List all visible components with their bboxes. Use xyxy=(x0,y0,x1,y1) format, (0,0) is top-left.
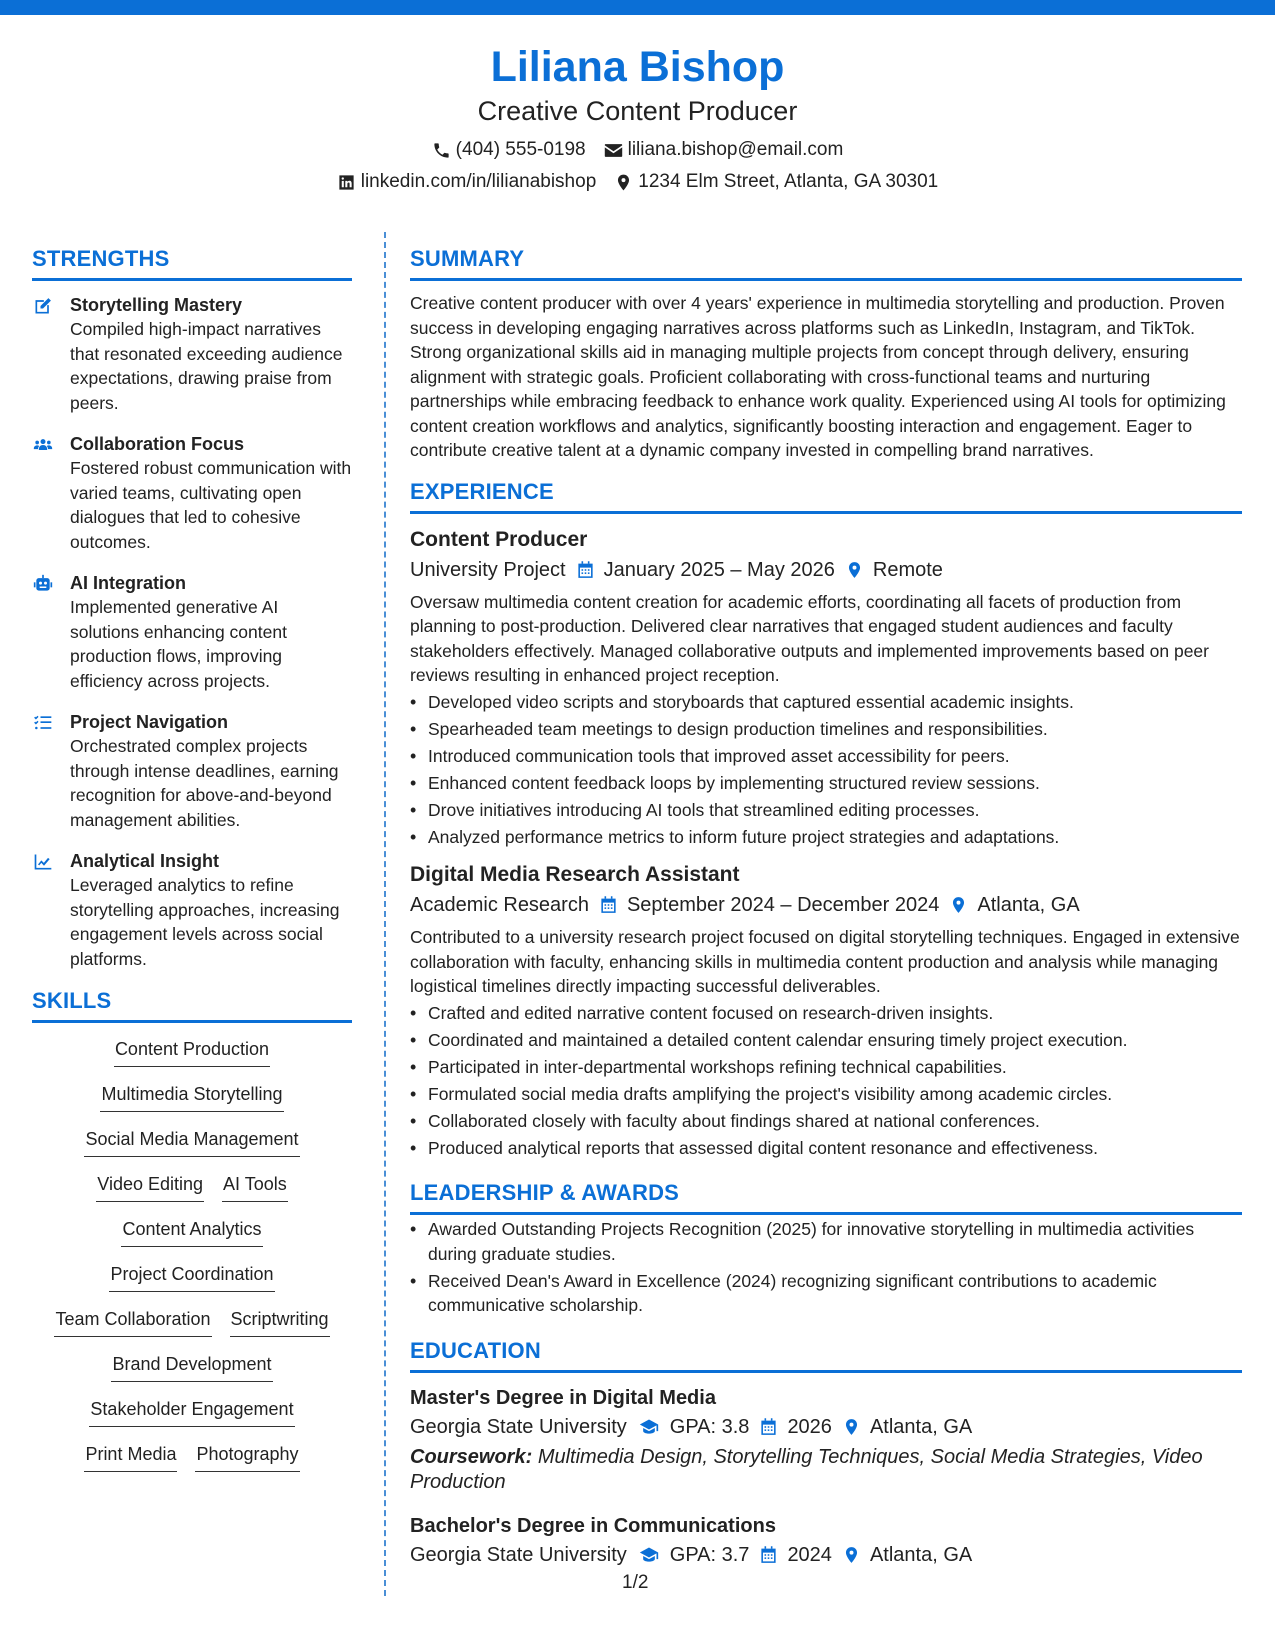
phone-contact[interactable] xyxy=(432,138,586,162)
skill-tag: AI Tools xyxy=(222,1172,288,1202)
list-check-icon xyxy=(32,713,54,733)
list-item: • Awarded Outstanding Projects Recognition (2025) for innovative storytelling in multimedia activities during graduate studies. xyxy=(410,1217,1242,1266)
education-entry xyxy=(410,1513,1242,1569)
education-entry xyxy=(410,1385,1242,1495)
job-meta xyxy=(410,556,1242,584)
degree-title: Master's Degree in Digital Media xyxy=(410,1386,716,1409)
email-contact[interactable] xyxy=(604,138,844,162)
graduation-cap-icon xyxy=(637,1417,661,1437)
job-description: Oversaw multimedia content creation for academic efforts, coordinating all facets of production from planning to post-production. Delivered clear narratives that engaged student audiences and faculty stakeholders effectively. Managed collaborative outputs and implemented improvements based on peer reviews resulting in enhanced project reception. xyxy=(410,591,1209,685)
list-item: • Spearheaded team meetings to design production timelines and responsibilities. xyxy=(410,717,1242,742)
strength-item xyxy=(32,432,352,554)
phone-text: (404) 555-0198 xyxy=(455,139,586,160)
job-org: Academic Research xyxy=(410,894,589,916)
strength-title: AI Integration xyxy=(70,573,186,593)
users-icon xyxy=(32,435,54,455)
school-name: Georgia State University xyxy=(410,1543,627,1566)
skill-tag: Video Editing xyxy=(96,1172,204,1202)
strength-desc: Compiled high-impact narratives that resonated exceeding audience expectations, drawing praise from peers. xyxy=(70,319,343,413)
list-item: • Received Dean's Award in Excellence (2024) recognizing significant contributions to academic communicative scholarship. xyxy=(410,1269,1242,1318)
skill-tag: Print Media xyxy=(84,1442,177,1472)
envelope-icon xyxy=(604,141,623,160)
calendar-icon xyxy=(759,1545,778,1565)
contact-row-2 xyxy=(0,170,1275,194)
candidate-title: Creative Content Producer xyxy=(477,96,798,126)
school-location: Atlanta, GA xyxy=(869,1415,973,1438)
phone-icon xyxy=(432,141,451,160)
list-item: • Coordinated and maintained a detailed content calendar ensuring timely project execution. xyxy=(410,1028,1242,1053)
strength-title: Project Navigation xyxy=(70,712,229,732)
skills-list xyxy=(32,1037,352,1487)
graduation-year: 2024 xyxy=(787,1543,832,1566)
education-meta xyxy=(410,1413,1242,1441)
job-entry xyxy=(410,526,1242,850)
list-item: • Produced analytical reports that assessed digital content resonance and effectiveness. xyxy=(410,1136,1242,1161)
job-bullets xyxy=(410,1001,1242,1161)
skills-heading: SKILLS xyxy=(32,988,352,1023)
gpa: GPA: 3.7 xyxy=(669,1543,750,1566)
strength-item xyxy=(32,710,352,832)
skill-tag: Photography xyxy=(195,1442,299,1472)
map-pin-icon xyxy=(842,1417,861,1437)
address-text: 1234 Elm Street, Atlanta, GA 30301 xyxy=(638,171,939,192)
job-location: Atlanta, GA xyxy=(977,894,1080,916)
graduation-cap-icon xyxy=(637,1545,661,1565)
school-location: Atlanta, GA xyxy=(869,1543,973,1566)
job-bullets xyxy=(410,690,1242,850)
strength-desc: Leveraged analytics to refine storytelling approaches, increasing engagement levels across social platforms. xyxy=(70,875,340,969)
skill-tag: Project Coordination xyxy=(109,1262,274,1292)
job-entry xyxy=(410,861,1242,1160)
right-column xyxy=(410,246,1242,1569)
calendar-icon xyxy=(576,560,595,580)
job-meta xyxy=(410,891,1242,919)
awards-list xyxy=(410,1217,1242,1318)
strength-item xyxy=(32,293,352,415)
experience-heading: EXPERIENCE xyxy=(410,479,1242,514)
education-meta xyxy=(410,1541,1242,1569)
list-item: • Enhanced content feedback loops by implementing structured review sessions. xyxy=(410,771,1242,796)
map-pin-icon xyxy=(949,895,968,915)
calendar-icon xyxy=(599,895,618,915)
linkedin-icon xyxy=(337,173,356,192)
calendar-icon xyxy=(759,1417,778,1437)
map-pin-icon xyxy=(845,560,864,580)
strengths-heading: STRENGTHS xyxy=(32,246,352,281)
skills-section xyxy=(32,988,352,1487)
skill-tag: Scriptwriting xyxy=(230,1307,330,1337)
page-number: 1/2 xyxy=(622,1572,649,1593)
job-description: Contributed to a university research project focused on digital storytelling techniques. Engaged in extensive collaboration with faculty, enhancing skills in multimedia content production and analysis while managing logistical timelines directly impacting successful deliverables. xyxy=(410,927,1240,996)
edit-icon xyxy=(32,296,54,316)
coursework xyxy=(410,1445,1242,1495)
list-item: • Drove initiatives introducing AI tools that streamlined editing processes. xyxy=(410,798,1242,823)
coursework-label: Coursework: xyxy=(410,1445,533,1468)
resume-header xyxy=(0,40,1275,194)
skill-tag: Stakeholder Engagement xyxy=(89,1397,294,1427)
strength-item xyxy=(32,849,352,971)
awards-heading: LEADERSHIP & AWARDS xyxy=(410,1180,1242,1215)
address-contact xyxy=(614,170,938,194)
skill-tag: Content Analytics xyxy=(121,1217,262,1247)
skill-tag: Multimedia Storytelling xyxy=(100,1082,283,1112)
school-name: Georgia State University xyxy=(410,1415,627,1438)
job-location: Remote xyxy=(872,558,943,581)
job-org: University Project xyxy=(410,558,566,581)
summary-heading: SUMMARY xyxy=(410,246,1242,281)
strength-desc: Implemented generative AI solutions enhancing content production flows, improving efficiency across projects. xyxy=(70,597,287,691)
left-column xyxy=(32,246,352,1487)
skill-tag: Brand Development xyxy=(111,1352,272,1382)
strengths-list xyxy=(32,293,352,971)
strength-title: Storytelling Mastery xyxy=(70,295,243,315)
list-item: • Participated in inter-departmental workshops refining technical capabilities. xyxy=(410,1055,1242,1080)
job-dates: September 2024 – December 2024 xyxy=(626,894,940,916)
email-text: liliana.bishop@email.com xyxy=(627,139,844,160)
strength-title: Collaboration Focus xyxy=(70,434,245,454)
list-item: • Introduced communication tools that improved asset accessibility for peers. xyxy=(410,744,1242,769)
gpa: GPA: 3.8 xyxy=(669,1415,750,1438)
candidate-name: Liliana Bishop xyxy=(490,43,785,91)
job-title: Content Producer xyxy=(410,527,588,551)
job-title: Digital Media Research Assistant xyxy=(410,863,740,886)
column-divider xyxy=(384,232,386,1596)
education-heading: EDUCATION xyxy=(410,1338,1242,1373)
coursework-list: Multimedia Design, Storytelling Techniques, Social Media Strategies, Video Production xyxy=(410,1445,1203,1493)
graduation-year: 2026 xyxy=(787,1415,832,1438)
contact-row-1 xyxy=(0,138,1275,162)
map-pin-icon xyxy=(614,173,633,192)
degree-title: Bachelor's Degree in Communications xyxy=(410,1514,776,1537)
list-item: • Crafted and edited narrative content focused on research-driven insights. xyxy=(410,1001,1242,1026)
strength-title: Analytical Insight xyxy=(70,851,220,871)
summary-text: Creative content producer with over 4 years' experience in multimedia storytelling and production. Proven success in developing engaging narratives across platforms such as LinkedIn, Instagram, and TikTok. Strong organizational skills aid in managing multiple projects from concept through delivery, ensuring alignment with strategic goals. Proficient collaborating with cross-functional teams and nurturing partnerships while embracing feedback to enhance work quality. Experienced using AI tools for optimizing content creation workflows and analytics, significantly boosting interaction and engagement. Eager to contribute creative talent at a dynamic company invested in compelling brand narratives. xyxy=(410,293,1226,460)
list-item: • Collaborated closely with faculty about findings shared at national conferences. xyxy=(410,1109,1242,1134)
top-accent-bar xyxy=(0,0,1275,15)
skill-tag: Team Collaboration xyxy=(54,1307,211,1337)
strength-desc: Orchestrated complex projects through intense deadlines, earning recognition for above-and-beyond management abilities. xyxy=(70,736,339,830)
map-pin-icon xyxy=(842,1545,861,1565)
linkedin-text: linkedin.com/in/lilianabishop xyxy=(360,171,597,192)
chart-line-icon xyxy=(32,852,54,872)
list-item: • Analyzed performance metrics to inform future project strategies and adaptations. xyxy=(410,825,1242,850)
robot-icon xyxy=(32,574,54,594)
skill-tag: Social Media Management xyxy=(84,1127,299,1157)
strength-item xyxy=(32,571,352,693)
strength-desc: Fostered robust communication with varied teams, cultivating open dialogues that led to cohesive outcomes. xyxy=(70,458,352,552)
job-dates: January 2025 – May 2026 xyxy=(603,558,835,581)
list-item: • Formulated social media drafts amplifying the project's visibility among academic circles. xyxy=(410,1082,1242,1107)
list-item: • Developed video scripts and storyboards that captured essential academic insights. xyxy=(410,690,1242,715)
linkedin-contact[interactable] xyxy=(337,170,597,194)
skill-tag: Content Production xyxy=(114,1037,270,1067)
